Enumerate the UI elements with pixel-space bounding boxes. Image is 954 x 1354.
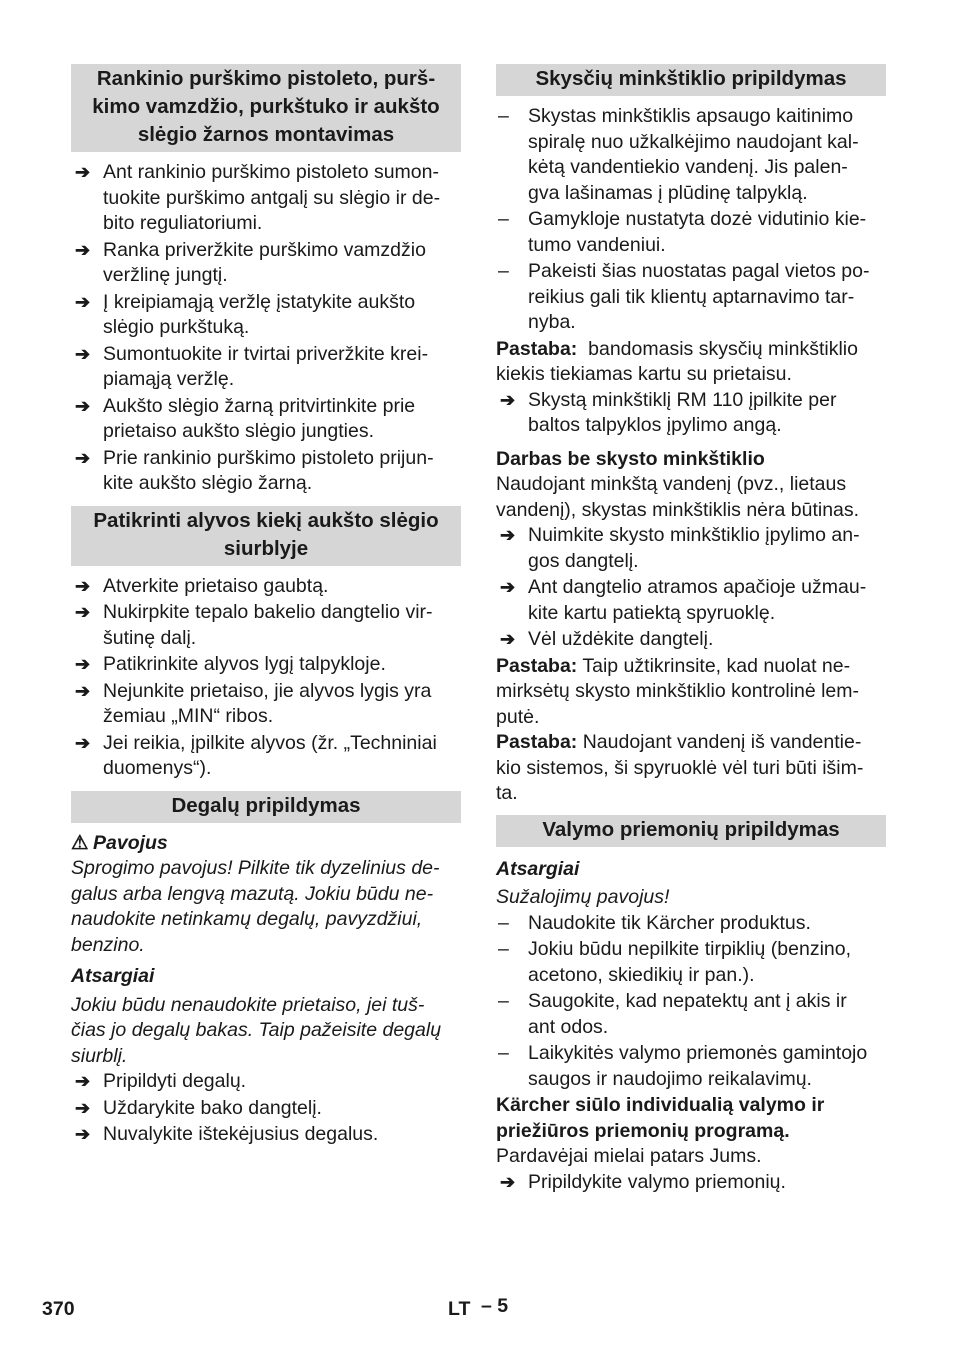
arrow-right-icon: ➔ — [75, 291, 91, 312]
arrow-right-icon: ➔ — [500, 525, 516, 545]
detergent-steps — [496, 1170, 886, 1196]
step-text-line: Nukirpkite tepalo bakelio dangtelio vir- — [103, 601, 433, 623]
text-line: galus arba lengvą mazutą. Jokiu būdu ne- — [71, 882, 434, 905]
right-column — [496, 64, 886, 1196]
subheading-no-softener: Darbas be skysto minkštiklio — [496, 447, 765, 470]
danger-text — [71, 856, 461, 958]
step-text-line: Jokiu būdu nepilkite tirpiklių (benzino, — [528, 938, 852, 960]
step-text-line: Nuvalykite ištekėjusius degalus. — [103, 1123, 379, 1145]
text-line: Sprogimo pavojus! Pilkite tik dyzelinius de- — [71, 857, 440, 879]
step-text-line: tuokite purškimo antgalį su slėgio ir de- — [103, 186, 441, 209]
step-text-line: ant odos. — [528, 1015, 609, 1038]
step-text-line: Nejunkite prietaiso, jie alyvos lygis yra — [103, 679, 432, 702]
caution-label-detergent: Atsargiai — [496, 857, 580, 880]
dash-bullet-icon: – — [498, 208, 509, 230]
arrow-right-icon: ➔ — [75, 732, 91, 753]
section-heading-mounting: Rankinio purškimo pistoleto, purš- kimo vamzdžio, purkštuko ir aukšto slėgio žarnos montavimas — [71, 64, 461, 152]
dash-bullet-icon: – — [498, 260, 509, 282]
step-text-line: bito reguliatoriumi. — [103, 212, 263, 234]
arrow-right-icon: ➔ — [75, 1097, 91, 1118]
step-text-line: duomenys“). — [103, 757, 212, 779]
dealer-advice-text: Pardavėjai mielai patars Jums. — [496, 1145, 762, 1167]
instruction-step — [71, 1122, 461, 1148]
step-text-line: žemiau „MIN“ ribos. — [103, 705, 274, 727]
no-softener-steps — [496, 523, 886, 653]
section-heading-fuel: Degalų pripildymas — [71, 791, 461, 823]
danger-label: ⚠ Pavojus — [71, 831, 461, 857]
arrow-right-icon: ➔ — [75, 239, 91, 260]
language-code: LT — [448, 1298, 471, 1320]
caution-text-detergent: Sužalojimų pavojus! — [496, 886, 670, 908]
page-number: 370 — [42, 1298, 75, 1320]
softener-steps — [496, 388, 886, 439]
step-text-line: prietaiso aukšto slėgio jungties. — [103, 420, 374, 442]
left-column — [71, 64, 461, 1149]
step-text-line: Atverkite prietaiso gaubtą. — [103, 574, 329, 597]
instruction-step — [71, 731, 461, 782]
step-text-line: Į kreipiamąją veržlę įstatykite aukšto — [103, 290, 416, 313]
step-text-line: acetono, skiedikių ir pan.). — [528, 963, 755, 986]
arrow-right-icon: ➔ — [500, 389, 516, 410]
step-text-line: Ant dangtelio atramos apačioje užmau- — [528, 576, 867, 598]
instruction-step — [496, 388, 886, 439]
caution-text — [71, 993, 461, 1070]
step-text-line: Skystas minkštiklis apsaugo kaitinimo — [528, 105, 854, 127]
arrow-right-icon: ➔ — [75, 343, 91, 364]
warning-icon: ⚠ — [71, 831, 89, 854]
step-text-line: reikius gali tik klientų aptarnavimo tar- — [528, 285, 855, 308]
step-text-line: Aukšto slėgio žarną pritvirtinkite prie — [103, 394, 416, 417]
oil-check-steps — [71, 574, 461, 782]
text-line: čias jo degalų bakas. Taip pažeisite degalų — [71, 1019, 442, 1041]
text-line: siurblį. — [71, 1044, 128, 1067]
step-text-line: veržlinę jungtį. — [103, 264, 228, 286]
arrow-right-icon: ➔ — [75, 1071, 91, 1091]
step-text-line: kite aukšto slėgio žarną. — [103, 472, 313, 494]
instruction-step — [71, 679, 461, 730]
instruction-step — [71, 446, 461, 497]
softener-info-list — [496, 104, 886, 336]
no-softener-text: Naudojant minkštą vandenį (pvz., lietaus vandenį), skystas minkštiklis nėra būtinas. — [496, 473, 860, 521]
step-text-line: spiralę nuo užkalkėjimo naudojant kal- — [528, 130, 859, 153]
dash-bullet-icon: – — [498, 911, 509, 934]
karcher-program-text: Kärcher siūlo individualią valymo ir priežiūros priemonių programą. — [496, 1094, 825, 1142]
instruction-step — [71, 160, 461, 237]
step-text-line: baltos talpyklos įpylimo angą. — [528, 414, 782, 436]
step-text-line: Naudokite tik Kärcher produktus. — [528, 911, 811, 934]
instruction-step — [71, 238, 461, 289]
arrow-right-icon: ➔ — [500, 629, 516, 649]
instruction-step — [71, 652, 461, 678]
arrow-right-icon: ➔ — [75, 575, 91, 596]
detergent-info-list — [496, 911, 886, 1093]
step-text-line: Vėl uždėkite dangtelį. — [528, 628, 714, 650]
arrow-right-icon: ➔ — [75, 680, 91, 701]
section-heading-oil-check: Patikrinti alyvos kiekį aukšto slėgio siurblyje — [71, 506, 461, 566]
step-text-line: Nuimkite skysto minkštiklio įpylimo an- — [528, 524, 860, 546]
step-text-line: piamąją veržlę. — [103, 368, 235, 390]
instruction-step — [496, 523, 886, 574]
mounting-steps — [71, 160, 461, 497]
arrow-right-icon: ➔ — [75, 1124, 91, 1144]
step-text-line: nyba. — [528, 311, 576, 333]
step-text-line: Jei reikia, įpilkite alyvos (žr. „Techniniai — [103, 731, 437, 754]
dash-list-item — [496, 989, 886, 1040]
note-spring: Pastaba: Naudojant vandenį iš vandentie- kio sistemos, ši spyruoklė vėl turi būti išim- ta. — [496, 731, 864, 804]
instruction-step — [71, 600, 461, 651]
dash-list-item — [496, 1041, 886, 1092]
step-text-line: saugos ir naudojimo reikalavimų. — [528, 1067, 812, 1090]
dash-bullet-icon: – — [498, 990, 509, 1012]
dash-list-item — [496, 911, 886, 937]
step-text-line: Laikykitės valymo priemonės gamintojo — [528, 1042, 868, 1064]
step-text-line: Prie rankinio purškimo pistoleto prijun- — [103, 446, 434, 469]
fuel-steps — [71, 1069, 461, 1148]
instruction-step — [71, 290, 461, 341]
arrow-right-icon: ➔ — [500, 577, 516, 597]
text-line: benzino. — [71, 933, 145, 956]
instruction-step — [71, 394, 461, 445]
dash-list-item — [496, 207, 886, 258]
section-heading-detergent: Valymo priemonių pripildymas — [496, 815, 886, 847]
instruction-step — [71, 342, 461, 393]
step-text-line: kėtą vandentiekio vandenį. Jis palen- — [528, 156, 848, 178]
step-text-line: Saugokite, kad nepatektų ant į akis ir — [528, 990, 847, 1012]
sub-page-number: – 5 — [481, 1295, 509, 1317]
step-text-line: Pakeisti šias nuostatas pagal vietos po- — [528, 260, 870, 282]
step-text-line: gos dangtelį. — [528, 549, 639, 572]
arrow-right-icon: ➔ — [75, 447, 91, 468]
arrow-right-icon: ➔ — [500, 1171, 516, 1192]
note-sample: Pastaba: bandomasis skysčių minkštiklio kiekis tiekiamas kartu su prietaisu. — [496, 337, 858, 385]
arrow-right-icon: ➔ — [75, 602, 91, 622]
step-text-line: gva lašinamas į plūdinę talpyklą. — [528, 181, 808, 204]
step-text-line: slėgio purkštuką. — [103, 316, 250, 338]
text-line: naudokite netinkamų degalų, pavyzdžiui, — [71, 908, 423, 930]
step-text-line: Ant rankinio purškimo pistoleto sumon- — [103, 161, 439, 183]
section-heading-softener: Skysčių minkštiklio pripildymas — [496, 64, 886, 96]
instruction-step — [71, 574, 461, 600]
step-text-line: kite kartu patiektą spyruoklę. — [528, 601, 776, 624]
arrow-right-icon: ➔ — [75, 395, 91, 416]
instruction-step — [496, 627, 886, 653]
caution-label: Atsargiai — [71, 965, 155, 987]
dash-bullet-icon: – — [498, 105, 509, 127]
instruction-step — [71, 1069, 461, 1095]
arrow-right-icon: ➔ — [75, 654, 91, 674]
dash-bullet-icon: – — [498, 1042, 509, 1064]
dash-bullet-icon: – — [498, 938, 509, 960]
step-text-line: Pripildyti degalų. — [103, 1070, 247, 1092]
step-text-line: tumo vandeniui. — [528, 233, 666, 256]
step-text-line: Gamykloje nustatyta dozė vidutinio kie- — [528, 208, 867, 230]
instruction-step — [496, 1170, 886, 1196]
text-line: Jokiu būdu nenaudokite prietaiso, jei tuš- — [71, 993, 425, 1016]
step-text-line: Patikrinkite alyvos lygį talpykloje. — [103, 653, 386, 675]
step-text-line: Skystą minkštiklį RM 110 įpilkite per — [528, 388, 837, 411]
arrow-right-icon: ➔ — [75, 162, 91, 182]
step-text-line: Ranka priveržkite purškimo vamzdžio — [103, 238, 426, 261]
dash-list-item — [496, 259, 886, 336]
dash-list-item — [496, 104, 886, 206]
note-blinking: Pastaba: Taip užtikrinsite, kad nuolat ne- mirksėtų skysto minkštiklio kontrolinė lem- putė. — [496, 654, 860, 728]
step-text-line: Uždarykite bako dangtelį. — [103, 1096, 322, 1119]
step-text-line: šutinę dalį. — [103, 626, 197, 649]
dash-list-item — [496, 937, 886, 988]
step-text-line: Pripildykite valymo priemonių. — [528, 1170, 786, 1193]
instruction-step — [71, 1096, 461, 1122]
instruction-step — [496, 575, 886, 626]
step-text-line: Sumontuokite ir tvirtai priveržkite krei- — [103, 342, 429, 365]
